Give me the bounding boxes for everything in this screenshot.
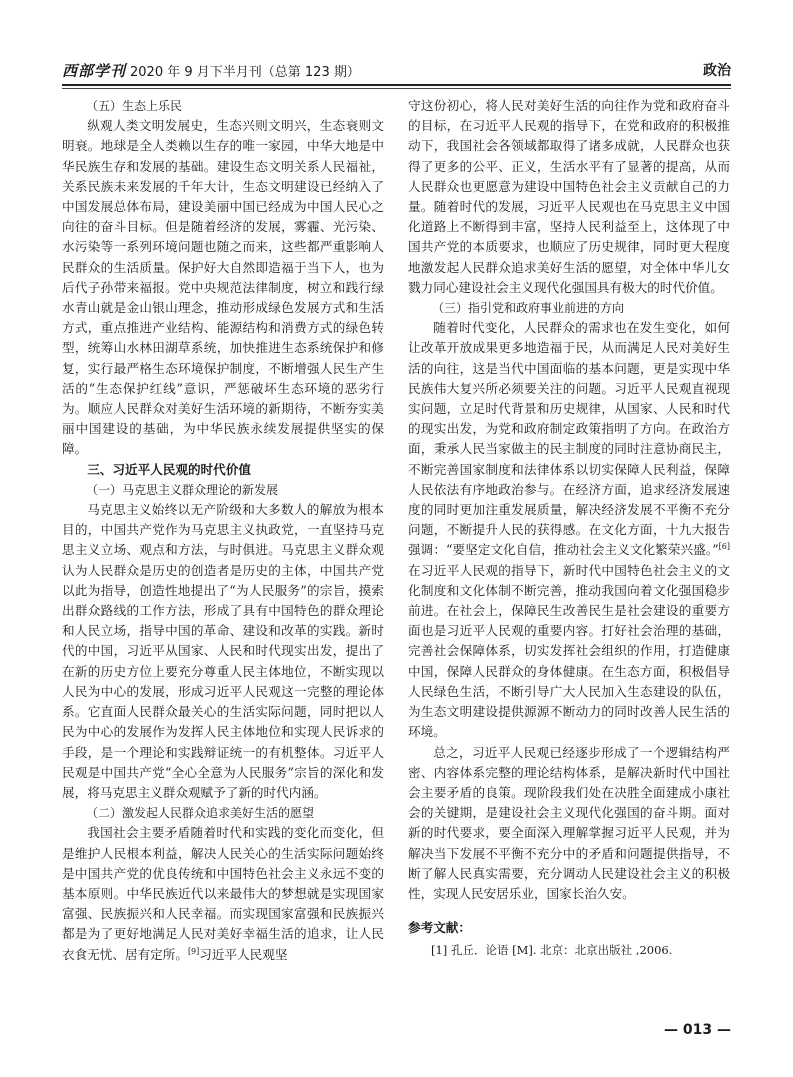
reference-item: [1] 孔丘．论语 [M]. 北京：北京出版社 ,2006.	[431, 943, 673, 958]
section-heading-3: 三、习近平人民观的时代价值	[87, 461, 251, 477]
subsection-heading-1: （一）马克思主义群众理论的新发展	[86, 482, 279, 497]
header-rule-thin	[62, 88, 731, 89]
page-header	[62, 58, 731, 84]
paragraph-marxism: 马克思主义始终以无产阶级和大多数人的解放为根本目的，中国共产党作为马克思主义执政党，一直坚持马克思主义立场、观点和方法，与时俱进。马克思主义群众观认为人民群众是历史的创造者是历史的主体，中国共产党以此为指导，创造性地提出了“为人民服务”的宗旨，摸索出群众路线的工作方法，形成了具有中国特色的群众理论和人民立场，指导中国的革命、建设和改革的实践。新时代的中国，习近平从国家、人民和时代现实出发，提出了在新的历史方位上要充分尊重人民主体地位，不断实现以人民为中心的发展，形成习近平人民观这一完整的理论体系。它直面人民群众最关心的生活实际问题，同时把以人民为中心的发展作为发挥人民主体地位和实现人民诉求的手段，是一个理论和实践辩证统一的有机整体。习近平人民观是中国共产党“全心全意为人民服务”宗旨的深化和发展，将马克思主义群众观赋予了新的时代内涵。	[62, 502, 384, 800]
citation-6: [6]	[718, 542, 730, 552]
references-title: 参考文献：	[408, 920, 471, 936]
paragraph-ecology: 纵观人类文明发展史，生态兴则文明兴，生态衰则文明衰。地球是全人类赖以生存的唯一家园，中华大地是中华民族生存和发展的基础。建设生态文明关系人民福祉，关系民族未来发展的千年大计，生态文明建设已经纳入了中国发展总体布局，建设美丽中国已经成为中国人民心之向往的奋斗目标。但是随着经济的发展，雾霾、光污染、水污染等一系列环境问题也随之而来，这些都严重影响人民群众的生活质量。保护好大自然即造福于当下人，也为后代子孙带来福报。党中央规范法律制度，树立和践行绿水青山就是金山银山理念，推动形成绿色发展方式和生活方式，重点推进产业结构、能源结构和消费方式的绿色转型，统筹山水林田湖草系统，加快推进生态系统保护和修复，实行最严格生态环境保护制度，不断增强人民生产生活的“生态保护红线”意识，严惩破坏生态环境的恶劣行为。顺应人民群众对美好生活环境的新期待，不断夯实美丽中国建设的基础，为中华民族永续发展提供坚实的保障。	[62, 118, 384, 457]
journal-logo: 西部学刊	[62, 62, 127, 80]
paragraph-direction-b: 在习近平人民观的指导下，新时代中国特色社会主义的文化制度和文化体制不断完善，推动我国向着文化强国稳步前进。在社会上，保障民生改善民生是社会建设的重要方面也是习近平人民观的重要内容。打好社会治理的基础，完善社会保障体系，切实发挥社会组织的作用，打造健康中国，保障人民群众的身体健康。在生态方面，积极倡导人民绿色生活，不断引导广大人民加入生态建设的队伍，为生态文明建设提供源源不断动力的同时改善人民生活的环境。	[408, 562, 730, 740]
left-column	[62, 96, 384, 965]
paragraph-desire-end: 习近平人民观坚	[199, 946, 288, 962]
header-rule	[62, 84, 731, 86]
paragraph-desire-text: 我国社会主要矛盾随着时代和实践的变化而变化，但是维护人民根本利益，解决人民关心的生活实际问题始终是中国共产党的优良传统和中国特色社会主义永远不变的基本原则。中华民族近代以来最伟大的梦想就是实现国家富强、民族振兴和人民幸福。而实现国家富强和民族振兴都是为了更好地满足人民对美好幸福生活的追求，让人民衣食无忧、居有定所。	[62, 825, 384, 962]
citation-9: [9]	[187, 946, 200, 956]
paragraph-desire	[62, 823, 384, 964]
page-number: — 013 —	[664, 1022, 731, 1038]
subsection-heading-3: （三）指引党和政府事业前进的方向	[432, 301, 625, 316]
subsection-heading-2: （二）激发起人民群众追求美好生活的愿望	[86, 806, 315, 821]
section-label: 政治	[703, 63, 731, 79]
subsection-heading-5: （五）生态上乐民	[86, 99, 183, 113]
right-column	[408, 96, 730, 961]
journal-info	[62, 60, 360, 81]
paragraph-direction-a: 随着时代变化，人民群众的需求也在发生变化，如何让改革开放成果更多地造福于民，从而满足人民对美好生活的向往，这是当代中国面临的基本问题，更是实现中华民族伟大复兴所必须要关注的问题。习近平人民观直视现实问题，立足时代背景和历史规律，从国家、人民和时代的现实出发，为党和政府制定政策指明了方向。在政治方面，秉承人民当家做主的民主制度的同时注意协商民主，不断完善国家制度和法律体系以切实保障人民利益，保障人民依法有序地政治参与。在经济方面，追求经济发展速度的同时更加注重发展质量，解决经济发展不平衡不充分问题，不断提升人民的获得感。在文化方面，十九大报告强调：“要坚定文化自信，推动社会主义文化繁荣兴盛。”	[408, 320, 730, 558]
paragraph-summary: 总之，习近平人民观已经逐步形成了一个逻辑结构严密、内容体系完整的理论结构体系，是解决新时代中国社会主要矛盾的良策。现阶段我们处在决胜全面建成小康社会的关键期，是建设社会主义现代化强国的奋斗期。面对新的时代要求，要全面深入理解掌握习近平人民观，并为解决当下发展不平衡不充分中的矛盾和问题提供指导，不断了解人民真实需要，充分调动人民建设社会主义的积极性，实现人民安居乐业，国家长治久安。	[408, 744, 730, 901]
paragraph-direction	[408, 318, 730, 742]
issue-info: 2020 年 9 月下半月刊（总第 123 期）	[130, 65, 360, 80]
paragraph-continued: 守这份初心，将人民对美好生活的向往作为党和政府奋斗的目标，在习近平人民观的指导下，在党和政府的积极推动下，我国社会各领域都取得了诸多成就，人民群众也获得了更多的公平、正义，生活水平有了显著的提高，从而人民群众也更愿意为建设中国特色社会主义贡献自己的力量。随着时代的发展，习近平人民观也在马克思主义中国化道路上不断得到丰富，坚持人民利益至上，这体现了中国共产党的本质要求，也顺应了历史规律，同时更大程度地激发起人民群众追求美好生活的愿望，对全体中华儿女戮力同心建设社会主义现代化强国具有极大的时代价值。	[408, 98, 730, 295]
